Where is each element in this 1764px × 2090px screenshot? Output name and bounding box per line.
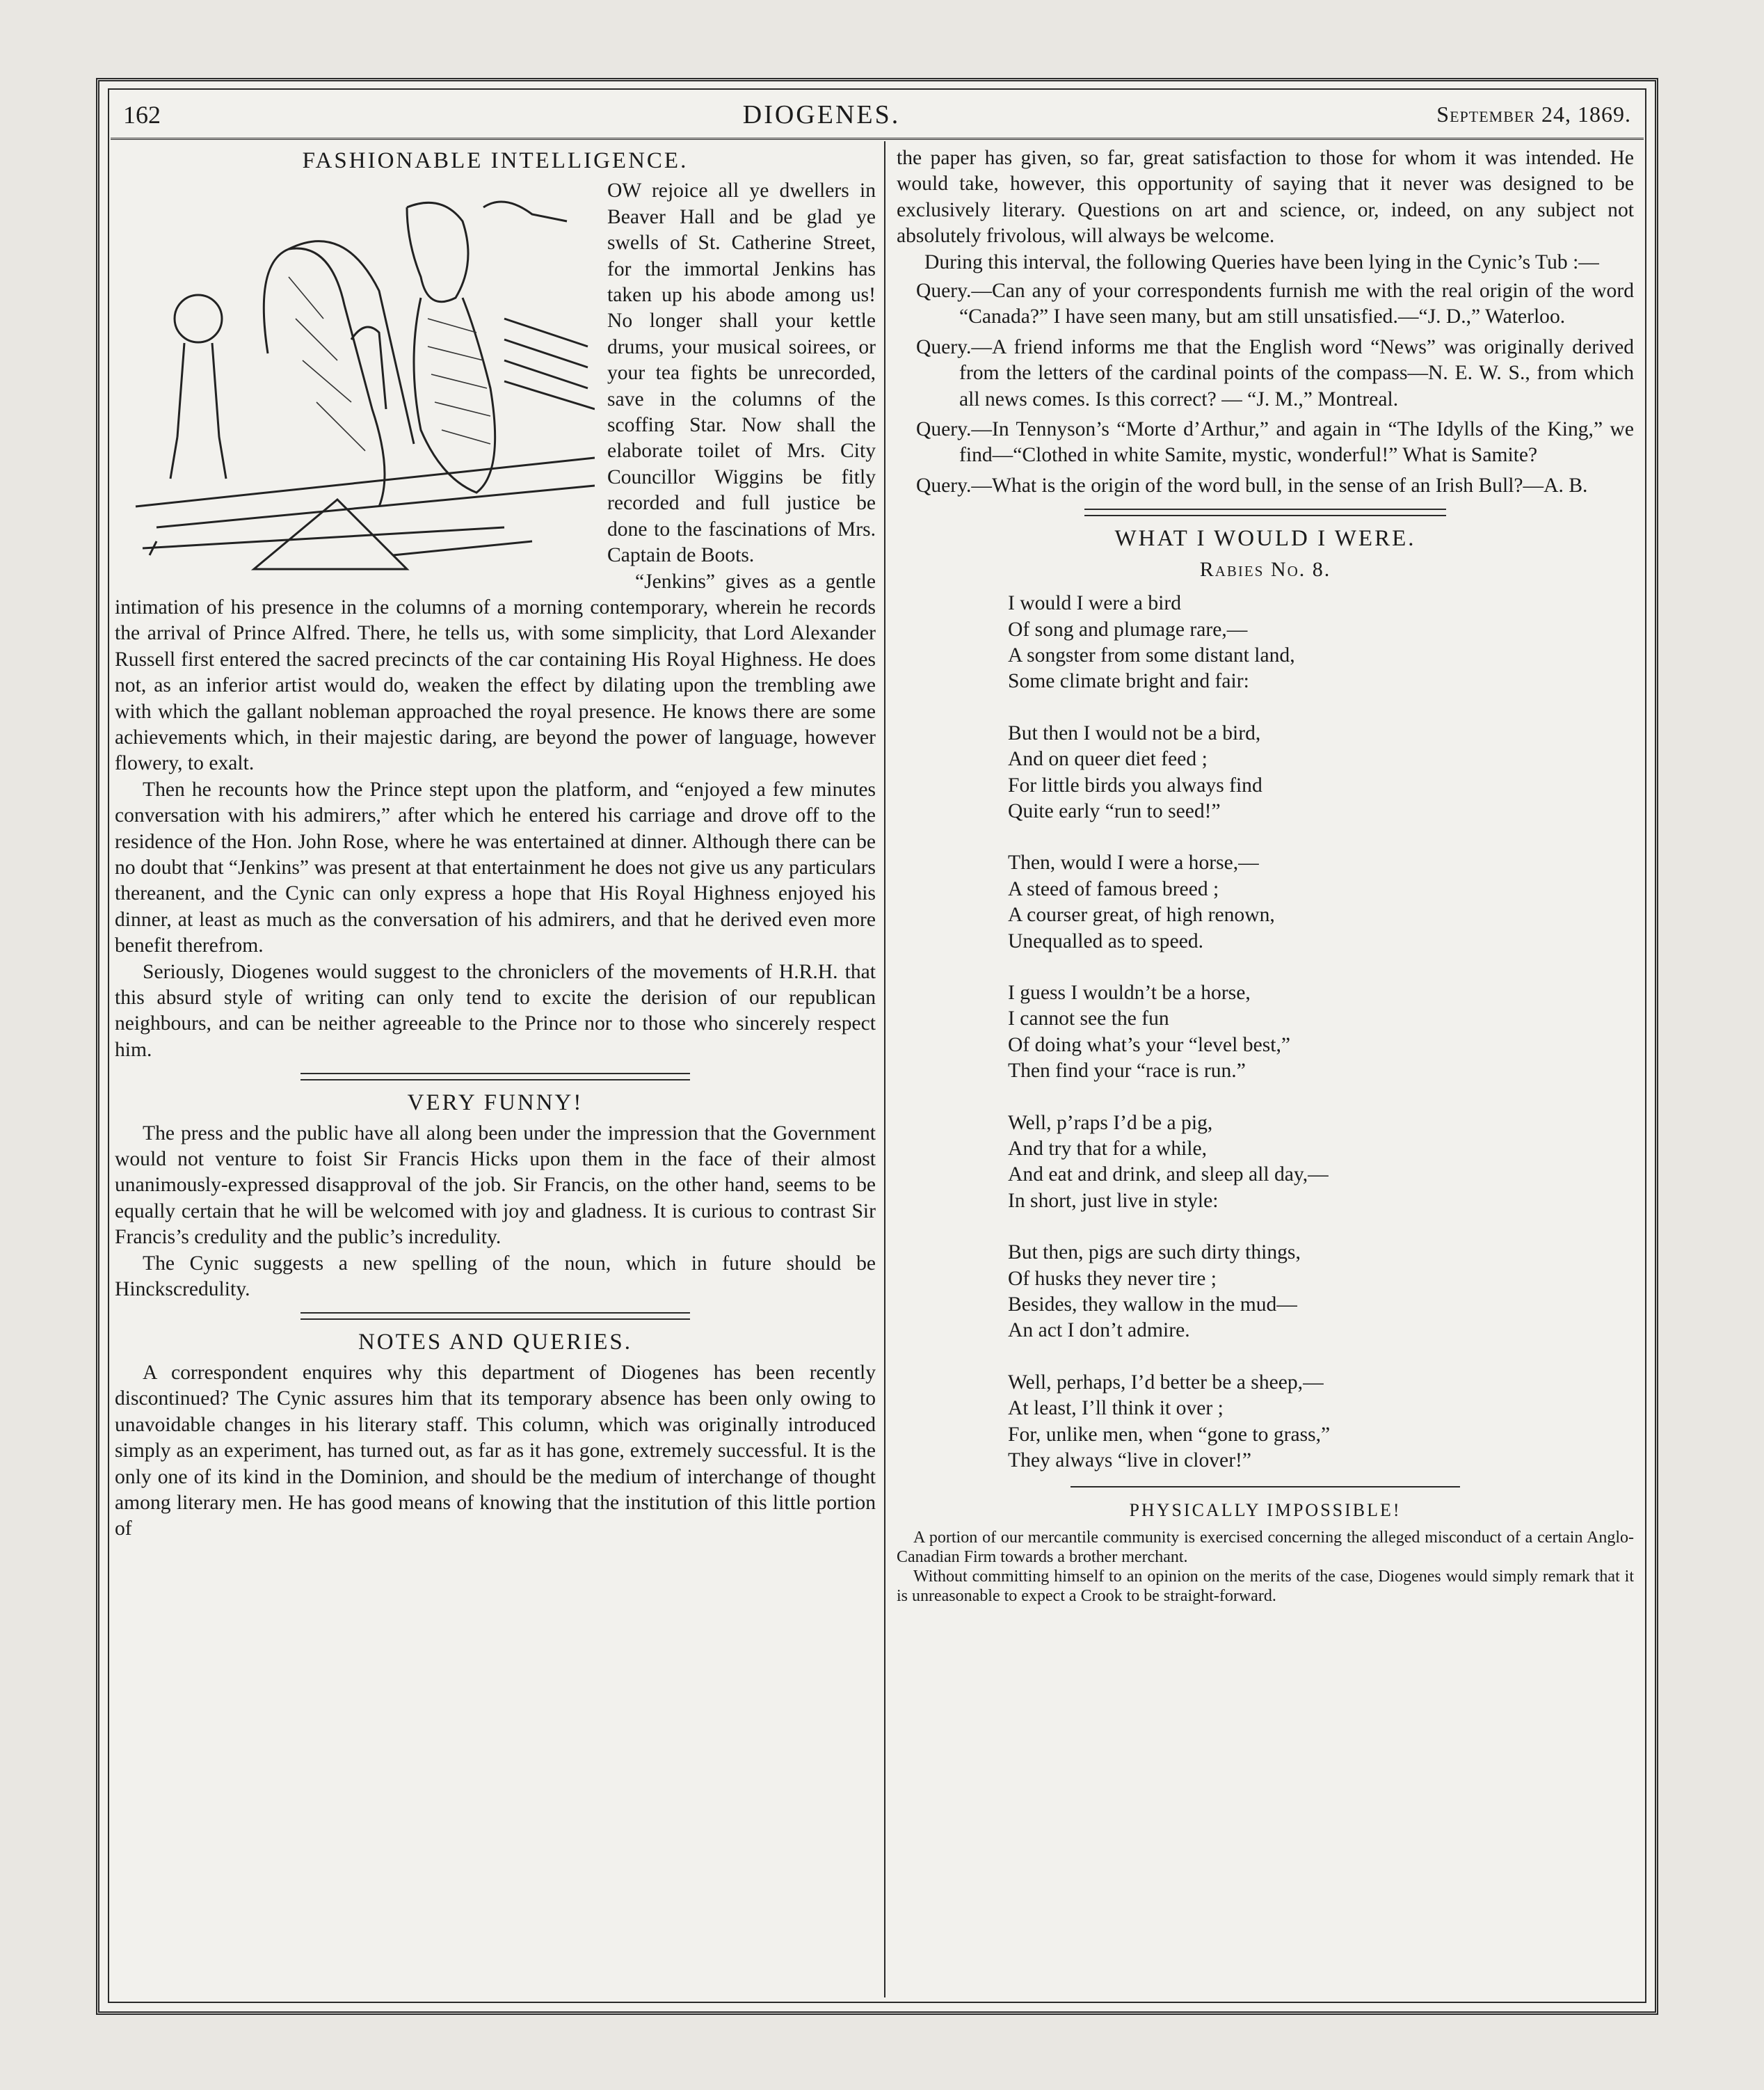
poem-line: A courser great, of high renown,: [1008, 904, 1275, 927]
poem-line: But then, pigs are such dirty things,: [1008, 1241, 1301, 1264]
newspaper-page: [96, 78, 1658, 2015]
poem-line: A steed of famous breed ;: [1008, 877, 1219, 900]
poem-line: Well, perhaps, I’d better be a sheep,—: [1008, 1371, 1324, 1394]
poem-line: But then I would not be a bird,: [1008, 721, 1261, 744]
fashionable-paragraph-4: Seriously, Diogenes would suggest to the chroniclers of the movements of H.R.H. that this absurd style of writing can only tend to excite the derision of our republican neighbours, and can be neither agreeable to the Prince nor to those who sincerely respect him.: [115, 960, 876, 1061]
query-4: Query.—What is the origin of the word bull, in the sense of an Irish Bull?—A. B.: [916, 474, 1588, 497]
article-heading-notes: NOTES AND QUERIES.: [358, 1330, 633, 1355]
publication-title: DIOGENES.: [742, 99, 901, 129]
query-2: Query.—A friend informs me that the English word “News” was originally derived from the letters of the cardinal points of the compass—N. E. W. S., from which all news comes. Is this correct? — “J. M.,” Montreal.: [916, 335, 1634, 410]
poem-line: And on queer diet feed ;: [1008, 748, 1208, 771]
section-rule: [300, 1312, 690, 1320]
poem-line: For, unlike men, when “gone to grass,”: [1008, 1423, 1331, 1446]
column-divider: [884, 141, 885, 1997]
poem-line: I would I were a bird: [1008, 592, 1181, 615]
section-rule: [1071, 1486, 1460, 1487]
poem-line: An act I don’t admire.: [1008, 1319, 1190, 1342]
fashionable-paragraph-2: “Jenkins” gives as a gentle intimation of his presence in the columns of a morning contemporary, wherein he records the arrival of Prince Alfred. There, he tells us, with some simplicity, that Lord Alexander Russell first entered the sacred precincts of the car containing His Royal Highness. He does not, as an inferior artist would do, weaken the effect by dilating upon the trembling awe with which the gallant nobleman approached the royal presence. He knows there are some achievements which, in their majestic daring, are beyond the power of language, however flowery, to exalt.: [115, 570, 876, 775]
poem-line: I guess I wouldn’t be a horse,: [1008, 981, 1251, 1004]
masthead: [111, 91, 1644, 140]
notes-paragraph-1: A correspondent enquires why this department of Diogenes has been recently discontinued? The Cynic assures him that its temporary absence has been only owing to unavoidable changes in his literary staff. This column, which was originally introduced simply as an experiment, has turned out, as far as it has gone, extremely successful. It is the only one of its kind in the Dominion, and should be the medium of interchange of thought among literary men. He has good means of knowing that the institution of this little portion of: [115, 1361, 876, 1540]
jenkins-illustration: [115, 180, 595, 586]
poem-body: [1008, 591, 1634, 1474]
poem-line: And eat and drink, and sleep all day,—: [1008, 1163, 1329, 1186]
section-rule: [300, 1073, 690, 1080]
poem-line: Of song and plumage rare,—: [1008, 618, 1248, 641]
poem-line: Quite early “run to seed!”: [1008, 799, 1221, 822]
poem-stanza: [1008, 1370, 1634, 1474]
poem-line: Some climate bright and fair:: [1008, 670, 1249, 693]
poem-stanza: [1008, 721, 1634, 825]
poem-stanza: [1008, 1240, 1634, 1344]
fashionable-paragraph-3: Then he recounts how the Prince stept upon the platform, and “enjoyed a few minutes conversation with his admirers,” after which he entered his carriage and drove off to the residence of the Hon. John Rose, where he was entertained at dinner. Although there can be no doubt that “Jenkins” was present at that entertainment he does not give us any particulars thereanent, and the Cynic can only express a hope that His Royal Highness enjoyed his dinner, at least as much as the conversation of his admirers, and that he derived even more benefit therefrom.: [115, 778, 876, 957]
impossible-paragraph-1: A portion of our mercantile community is exercised concerning the alleged misconduct of a certain Anglo-Canadian Firm towards a brother merchant.: [897, 1528, 1634, 1566]
article-heading-funny: VERY FUNNY!: [407, 1090, 584, 1116]
poem-line: Of doing what’s your “level best,”: [1008, 1033, 1290, 1056]
issue-date: September 24, 1869.: [1436, 102, 1631, 127]
poem-line: And try that for a while,: [1008, 1138, 1207, 1160]
impossible-paragraph-2: Without committing himself to an opinion on the merits of the case, Diogenes would simply remark that it is unreasonable to expect a Crook to be straight-forward.: [897, 1567, 1634, 1605]
poem-line: A songster from some distant land,: [1008, 644, 1295, 667]
illustration-drawing: [115, 180, 595, 586]
poem-line: I cannot see the fun: [1008, 1007, 1169, 1030]
poem-heading: WHAT I WOULD I WERE.: [1114, 526, 1416, 552]
poem-stanza: [1008, 1110, 1634, 1215]
poem-stanza: [1008, 591, 1634, 695]
notes-queries-intro: During this interval, the following Queries have been lying in the Cynic’s Tub :—: [924, 250, 1599, 273]
poem-stanza: [1008, 980, 1634, 1085]
fashionable-paragraph-1: OW rejoice all ye dwellers in Beaver Hall and be glad ye swells of St. Catherine Street, for the immortal Jenkins has taken up his abode among us! No longer shall your kettle drums, your musical soirees, or your tea fights be unrecorded, save in the columns of the scoffing Star. Now shall the elaborate toilet of Mrs. City Councillor Wiggins be fitly recorded and full justice be done to the fascinations of Mrs. Captain de Boots.: [607, 180, 876, 567]
poem-subheading: Rabies No. 8.: [1199, 557, 1331, 581]
poem-line: Of husks they never tire ;: [1008, 1267, 1217, 1290]
poem-line: Then, would I were a horse,—: [1008, 852, 1259, 875]
left-column: [115, 145, 876, 1992]
poem-line: They always “live in clover!”: [1008, 1449, 1252, 1472]
poem-line: At least, I’ll think it over ;: [1008, 1397, 1224, 1420]
section-rule: [1084, 509, 1446, 516]
article-heading-fashionable: FASHIONABLE INTELLIGENCE.: [302, 148, 689, 173]
query-1: Query.—Can any of your correspondents furnish me with the real origin of the word “Canada?” I have seen many, but am still unsatisfied.—“J. D.,” Waterloo.: [916, 280, 1634, 328]
poem-line: In short, just live in style:: [1008, 1189, 1219, 1212]
page-number: 162: [123, 100, 161, 129]
funny-paragraph-1: The press and the public have all along been under the impression that the Government would not venture to foist Sir Francis Hicks upon them in the face of their almost unanimously-expressed disapproval of the job. Sir Francis, on the other hand, seems to be equally certain that he will be welcomed with joy and gladness. It is curious to contrast Sir Francis’s credulity and the public’s incredulity.: [115, 1122, 876, 1249]
funny-paragraph-2: The Cynic suggests a new spelling of the noun, which in future should be Hinckscredulity.: [115, 1252, 876, 1301]
right-column: [897, 145, 1634, 1992]
poem-line: Besides, they wallow in the mud—: [1008, 1293, 1297, 1316]
article-heading-impossible: PHYSICALLY IMPOSSIBLE!: [1129, 1500, 1402, 1521]
notes-continued-paragraph: the paper has given, so far, great satisfaction to those for whom it was intended. He would take, however, this opportunity of saying that it never was designed to be exclusively literary. Questions on art and science, or, indeed, on any subject not absolutely frivolous, will always be welcome.: [897, 147, 1634, 248]
poem-line: Well, p’raps I’d be a pig,: [1008, 1111, 1213, 1134]
poem-line: For little birds you always find: [1008, 774, 1262, 797]
poem-line: Then find your “race is run.”: [1008, 1060, 1246, 1083]
query-3: Query.—In Tennyson’s “Morte d’Arthur,” and again in “The Idylls of the King,” we find—“Clothed in white Samite, mystic, wonderful!” What is Samite?: [916, 418, 1634, 467]
poem-line: Unequalled as to speed.: [1008, 930, 1204, 952]
poem-stanza: [1008, 850, 1634, 955]
